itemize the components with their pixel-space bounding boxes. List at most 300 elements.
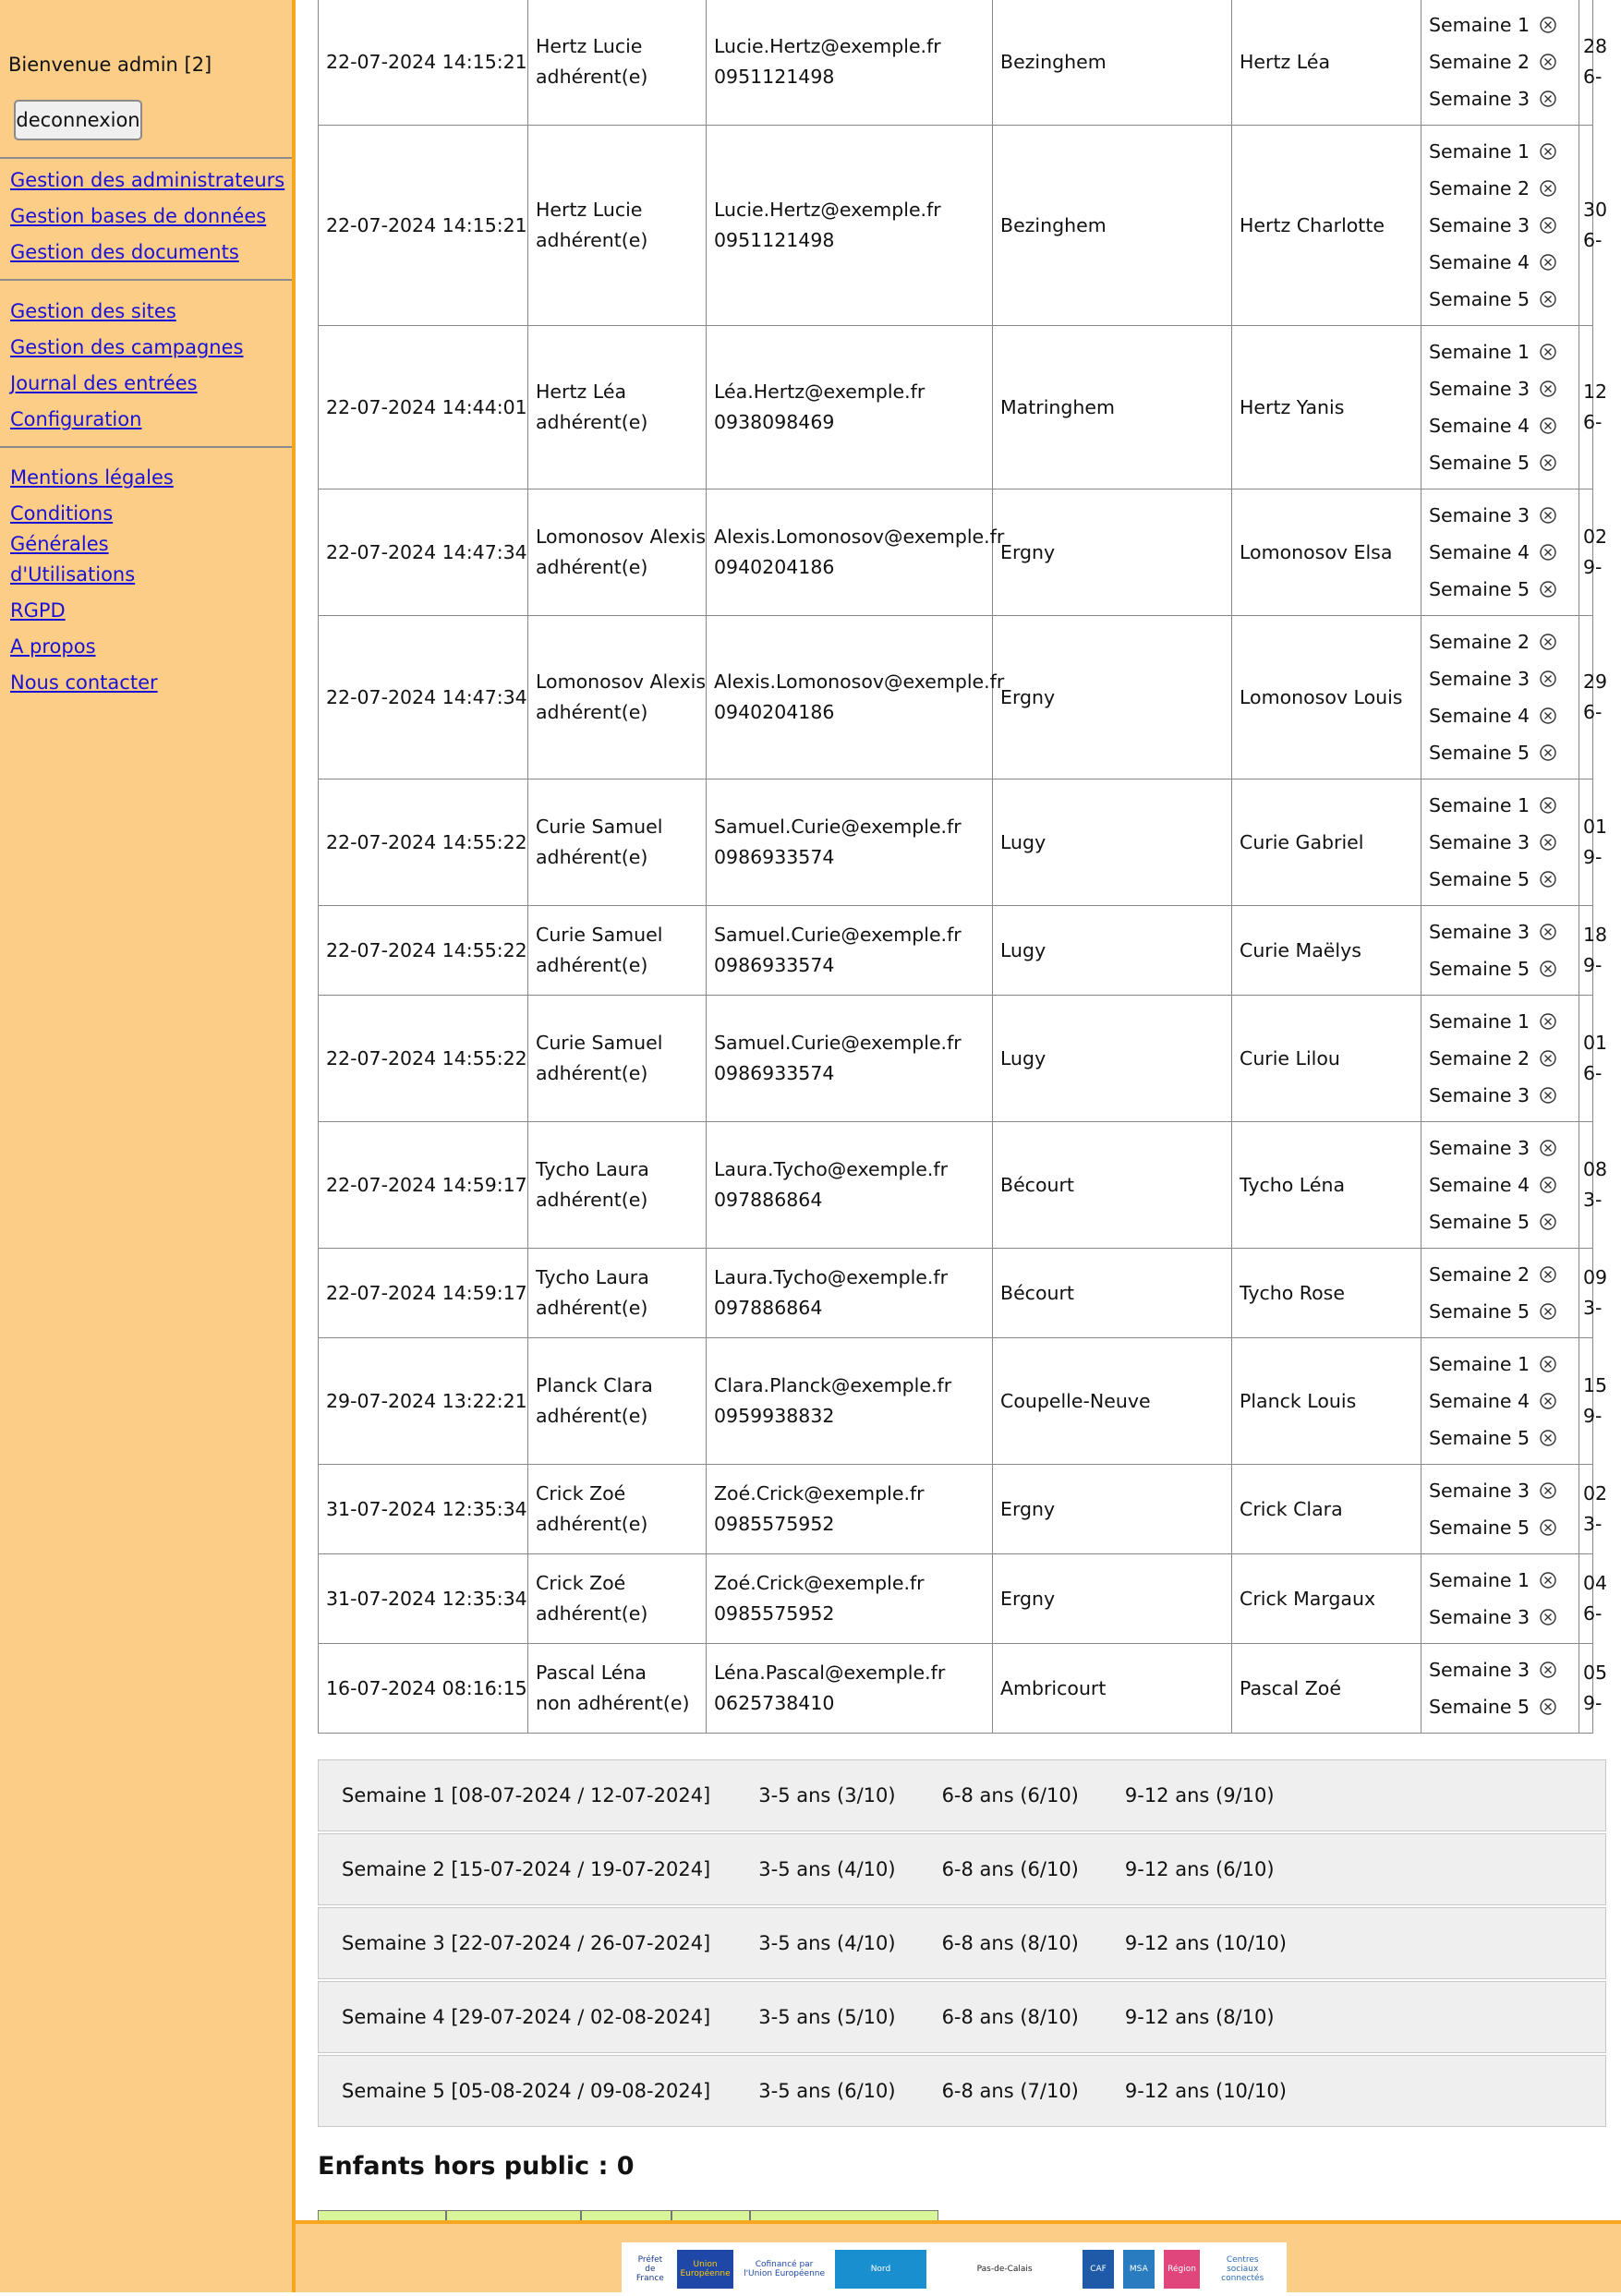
remove-week-icon[interactable]	[1539, 1176, 1557, 1194]
table-row	[319, 779, 1593, 906]
birth-date-fragment: 28	[1583, 35, 1608, 57]
week-item	[1429, 207, 1571, 244]
birth-date-fragment: 29	[1583, 671, 1608, 693]
contact-cell	[707, 489, 1005, 616]
week-label: Semaine 5	[1429, 452, 1530, 474]
birth-date-fragment: 09	[1583, 1266, 1608, 1288]
nav-documents-link[interactable]: Gestion des documents	[10, 241, 239, 263]
age-group-count: 3-5 ans (4/10)	[758, 1932, 896, 1954]
week-label: Semaine 1	[1429, 1010, 1530, 1033]
week-label: Semaine 1	[1429, 140, 1530, 163]
age-group-fragment: 9-	[1583, 556, 1603, 578]
divider	[0, 279, 292, 281]
week-label: Semaine 4	[1429, 1174, 1530, 1196]
nav-databases-link[interactable]: Gestion bases de données	[10, 205, 267, 227]
week-item	[1429, 43, 1571, 80]
parent-name: Planck Clara	[536, 1374, 653, 1396]
nav-campaigns-link[interactable]: Gestion des campagnes	[10, 336, 244, 358]
week-item	[1429, 281, 1571, 318]
remove-week-icon[interactable]	[1539, 380, 1557, 398]
member-status: adhérent(e)	[536, 954, 648, 976]
week-label: Semaine 4	[1429, 1390, 1530, 1412]
email: Laura.Tycho@exemple.fr	[714, 1266, 949, 1288]
week-item	[1429, 1688, 1571, 1725]
nav-configuration-link[interactable]: Configuration	[10, 408, 142, 430]
remove-week-icon[interactable]	[1539, 142, 1557, 161]
extra-cell	[1579, 1122, 1608, 1249]
partner-logo: CAF	[1083, 2250, 1114, 2289]
partner-logo: Région	[1164, 2250, 1201, 2289]
week-item	[1429, 1256, 1571, 1293]
table-row	[319, 326, 1593, 489]
parent-name: Hertz Léa	[536, 381, 627, 403]
age-group-count: 9-12 ans (6/10)	[1124, 1858, 1275, 1880]
phone: 0940204186	[714, 556, 835, 578]
contact-cell	[707, 616, 1005, 779]
remove-week-icon[interactable]	[1539, 216, 1557, 235]
week-item	[1429, 534, 1571, 571]
remove-week-icon[interactable]	[1539, 1086, 1557, 1105]
parent-cell	[528, 616, 707, 779]
week-item	[1429, 1599, 1571, 1636]
week-range: Semaine 2 [15-07-2024 / 19-07-2024]	[342, 1858, 711, 1880]
sidebar	[0, 0, 296, 2292]
week-label: Semaine 2	[1429, 51, 1530, 73]
remove-week-icon[interactable]	[1539, 1139, 1557, 1157]
phone: 0985575952	[714, 1513, 835, 1535]
age-group-fragment: 3-	[1583, 1297, 1603, 1319]
week-label: Semaine 4	[1429, 705, 1530, 727]
week-label: Semaine 5	[1429, 288, 1530, 310]
age-group-count: 3-5 ans (5/10)	[758, 2006, 896, 2028]
remove-week-icon[interactable]	[1539, 1302, 1557, 1321]
email: Zoé.Crick@exemple.fr	[714, 1482, 925, 1504]
week-item	[1429, 787, 1571, 824]
age-group-fragment: 3-	[1583, 1513, 1603, 1535]
email: Samuel.Curie@exemple.fr	[714, 1032, 962, 1054]
week-label: Semaine 3	[1429, 214, 1530, 236]
week-item	[1429, 1040, 1571, 1077]
extra-cell	[1579, 779, 1608, 906]
weeks-cell	[1421, 326, 1579, 489]
remove-week-icon[interactable]	[1539, 670, 1557, 688]
week-item	[1429, 133, 1571, 170]
contact-cell	[707, 1122, 993, 1249]
weeks-cell	[1421, 1554, 1579, 1644]
child-name: Hertz Charlotte	[1232, 126, 1421, 326]
remove-week-icon[interactable]	[1539, 1661, 1557, 1679]
member-status: adhérent(e)	[536, 229, 648, 251]
city: Bécourt	[993, 1249, 1232, 1338]
week-label: Semaine 5	[1429, 1517, 1530, 1539]
week-label: Semaine 1	[1429, 1569, 1530, 1591]
remove-week-icon[interactable]	[1539, 796, 1557, 815]
week-item	[1429, 1293, 1571, 1330]
member-status: adhérent(e)	[536, 1513, 648, 1535]
age-group-fragment: 6-	[1583, 1602, 1603, 1625]
contact-cell	[707, 906, 993, 996]
registrations-table	[318, 0, 1608, 1734]
registration-date: 22-07-2024 14:59:17	[319, 1122, 528, 1249]
age-group-count: 6-8 ans (8/10)	[941, 2006, 1079, 2028]
week-item	[1429, 1562, 1571, 1599]
week-label: Semaine 2	[1429, 631, 1530, 653]
week-item	[1429, 623, 1571, 660]
table-row	[319, 1644, 1593, 1734]
parent-cell	[528, 326, 707, 489]
week-label: Semaine 3	[1429, 1137, 1530, 1159]
city: Ergny	[993, 1465, 1232, 1554]
extra-cell	[1579, 1338, 1608, 1465]
table-row	[319, 906, 1593, 996]
remove-week-icon[interactable]	[1539, 453, 1557, 472]
remove-week-icon[interactable]	[1539, 290, 1557, 308]
extra-cell	[1579, 1554, 1608, 1644]
week-label: Semaine 5	[1429, 1427, 1530, 1449]
week-label: Semaine 4	[1429, 251, 1530, 273]
weeks-cell	[1421, 1465, 1579, 1554]
week-summary-row	[318, 1833, 1606, 1905]
week-label: Semaine 4	[1429, 415, 1530, 437]
birth-date-fragment: 02	[1583, 1482, 1608, 1504]
parent-name: Pascal Léna	[536, 1662, 647, 1684]
email: Samuel.Curie@exemple.fr	[714, 816, 962, 838]
extra-cell	[1579, 326, 1608, 489]
week-item	[1429, 1203, 1571, 1240]
member-status: adhérent(e)	[536, 66, 648, 88]
remove-week-icon[interactable]	[1539, 833, 1557, 852]
week-item	[1429, 6, 1571, 43]
remove-week-icon[interactable]	[1539, 1392, 1557, 1410]
city: Bécourt	[993, 1122, 1232, 1249]
week-label: Semaine 3	[1429, 1606, 1530, 1628]
week-item	[1429, 170, 1571, 207]
remove-week-icon[interactable]	[1539, 1518, 1557, 1537]
member-status: adhérent(e)	[536, 1405, 648, 1427]
remove-week-icon[interactable]	[1539, 707, 1557, 725]
week-label: Semaine 3	[1429, 88, 1530, 110]
weeks-cell	[1421, 1249, 1579, 1338]
week-summary-row	[318, 2055, 1606, 2127]
parent-name: Curie Samuel	[536, 1032, 663, 1054]
remove-week-icon[interactable]	[1539, 870, 1557, 888]
age-group-count: 6-8 ans (7/10)	[941, 2080, 1079, 2102]
weeks-cell	[1421, 906, 1579, 996]
city: Bezinghem	[993, 126, 1232, 326]
main-content	[318, 0, 1606, 2217]
remove-week-icon[interactable]	[1539, 633, 1557, 651]
phone: 0625738410	[714, 1692, 835, 1714]
week-label: Semaine 5	[1429, 958, 1530, 980]
city: Bezinghem	[993, 0, 1232, 126]
email: Léa.Hertz@exemple.fr	[714, 381, 925, 403]
remove-week-icon[interactable]	[1539, 1429, 1557, 1447]
email: Samuel.Curie@exemple.fr	[714, 924, 962, 946]
nav-log-link[interactable]: Journal des entrées	[10, 372, 198, 394]
weeks-cell	[1421, 126, 1579, 326]
remove-week-icon[interactable]	[1539, 960, 1557, 978]
age-group-fragment: 9-	[1583, 1692, 1603, 1714]
week-item	[1429, 824, 1571, 861]
member-status: adhérent(e)	[536, 1297, 648, 1319]
contact-cell	[707, 326, 993, 489]
partner-logo: Nord	[835, 2250, 926, 2289]
footer	[296, 2220, 1621, 2292]
table-row	[319, 1122, 1593, 1249]
birth-date-fragment: 08	[1583, 1158, 1608, 1180]
child-name: Crick Clara	[1232, 1465, 1421, 1554]
member-status: adhérent(e)	[536, 411, 648, 433]
contact-cell	[707, 1644, 993, 1734]
registration-date: 22-07-2024 14:55:22	[319, 996, 528, 1122]
remove-week-icon[interactable]	[1539, 253, 1557, 272]
registration-date: 22-07-2024 14:47:34	[319, 489, 528, 616]
remove-week-icon[interactable]	[1539, 1608, 1557, 1626]
weeks-cell	[1421, 1338, 1579, 1465]
email: Lucie.Hertz@exemple.fr	[714, 35, 941, 57]
parent-cell	[528, 1554, 707, 1644]
parent-cell	[528, 906, 707, 996]
phone: 097886864	[714, 1297, 823, 1319]
weeks-cell	[1421, 0, 1579, 126]
welcome-text: Bienvenue admin [2]	[8, 54, 212, 76]
partner-logo: Pas-de-Calais	[936, 2250, 1073, 2289]
registration-date: 22-07-2024 14:44:01	[319, 326, 528, 489]
city: Lugy	[993, 906, 1232, 996]
week-item	[1429, 913, 1571, 950]
remove-week-icon[interactable]	[1539, 343, 1557, 361]
legal-nav	[0, 463, 212, 704]
week-label: Semaine 2	[1429, 1047, 1530, 1069]
remove-week-icon[interactable]	[1539, 417, 1557, 435]
week-label: Semaine 2	[1429, 1263, 1530, 1286]
remove-week-icon[interactable]	[1539, 90, 1557, 108]
week-label: Semaine 5	[1429, 1211, 1530, 1233]
phone: 0938098469	[714, 411, 835, 433]
phone: 0985575952	[714, 1602, 835, 1625]
remove-week-icon[interactable]	[1539, 1481, 1557, 1500]
city: Ergny	[993, 1554, 1232, 1644]
week-label: Semaine 1	[1429, 1353, 1530, 1375]
age-group-fragment: 6-	[1583, 411, 1603, 433]
city: Ergny	[993, 489, 1232, 616]
weeks-cell	[1421, 489, 1579, 616]
registration-date: 31-07-2024 12:35:34	[319, 1465, 528, 1554]
partner-logo: Préfet de France	[633, 2250, 668, 2289]
city: Matringhem	[993, 326, 1232, 489]
week-item	[1429, 1509, 1571, 1546]
remove-week-icon[interactable]	[1539, 1355, 1557, 1373]
city: Lugy	[993, 779, 1232, 906]
email: Zoé.Crick@exemple.fr	[714, 1572, 925, 1594]
birth-date-fragment: 04	[1583, 1572, 1608, 1594]
member-status: adhérent(e)	[536, 701, 648, 723]
child-name: Hertz Yanis	[1232, 326, 1421, 489]
week-label: Semaine 3	[1429, 504, 1530, 526]
email: Clara.Planck@exemple.fr	[714, 1374, 952, 1396]
week-item	[1429, 1077, 1571, 1114]
admin-nav	[0, 163, 296, 271]
age-group-fragment: 9-	[1583, 1405, 1603, 1427]
week-item	[1429, 1472, 1571, 1509]
week-item	[1429, 444, 1571, 481]
parent-name: Tycho Laura	[536, 1158, 649, 1180]
week-range: Semaine 3 [22-07-2024 / 26-07-2024]	[342, 1932, 711, 1954]
parent-name: Hertz Lucie	[536, 35, 643, 57]
nav-admins-link[interactable]: Gestion des administrateurs	[10, 169, 285, 191]
age-group-count: 3-5 ans (6/10)	[758, 2080, 896, 2102]
remove-week-icon[interactable]	[1539, 1213, 1557, 1231]
week-item	[1429, 734, 1571, 771]
parent-cell	[528, 1465, 707, 1554]
remove-week-icon[interactable]	[1539, 580, 1557, 598]
remove-week-icon[interactable]	[1539, 543, 1557, 562]
age-group-count: 6-8 ans (6/10)	[941, 1784, 1079, 1807]
birth-date-fragment: 02	[1583, 526, 1608, 548]
city: Coupelle-Neuve	[993, 1338, 1232, 1465]
phone: 0940204186	[714, 701, 835, 723]
nav-cgu-link[interactable]: Conditions Générales d'Utilisations	[10, 502, 136, 586]
child-name: Planck Louis	[1232, 1338, 1421, 1465]
table-row	[319, 1249, 1593, 1338]
email: Léna.Pascal@exemple.fr	[714, 1662, 946, 1684]
table-row	[319, 489, 1593, 616]
age-group-count: 9-12 ans (10/10)	[1124, 2080, 1287, 2102]
birth-date-fragment: 30	[1583, 199, 1608, 221]
email: Laura.Tycho@exemple.fr	[714, 1158, 949, 1180]
extra-cell	[1579, 1644, 1608, 1734]
remove-week-icon[interactable]	[1539, 53, 1557, 71]
partner-logo: Centres sociaux connectés	[1209, 2250, 1276, 2289]
age-group-count: 6-8 ans (6/10)	[941, 1858, 1079, 1880]
week-label: Semaine 4	[1429, 541, 1530, 563]
week-summary-row	[318, 1759, 1606, 1831]
week-label: Semaine 5	[1429, 578, 1530, 600]
remove-week-icon[interactable]	[1539, 506, 1557, 525]
birth-date-fragment: 01	[1583, 816, 1608, 838]
contact-cell	[707, 1338, 993, 1465]
week-label: Semaine 3	[1429, 668, 1530, 690]
week-item	[1429, 1130, 1571, 1166]
table-row	[319, 1465, 1593, 1554]
child-name: Curie Lilou	[1232, 996, 1421, 1122]
divider	[0, 157, 292, 159]
age-group-fragment: 9-	[1583, 954, 1603, 976]
parent-name: Lomonosov Alexis	[536, 671, 706, 693]
registration-date: 22-07-2024 14:59:17	[319, 1249, 528, 1338]
child-name: Lomonosov Elsa	[1232, 489, 1421, 616]
week-item	[1429, 1420, 1571, 1456]
registration-date: 31-07-2024 12:35:34	[319, 1554, 528, 1644]
city: Lugy	[993, 996, 1232, 1122]
phone: 0959938832	[714, 1405, 835, 1427]
extra-cell	[1579, 489, 1608, 616]
nav-rgpd-link[interactable]: RGPD	[10, 599, 66, 622]
child-name: Crick Margaux	[1232, 1554, 1421, 1644]
parent-name: Lomonosov Alexis	[536, 526, 706, 548]
remove-week-icon[interactable]	[1539, 16, 1557, 34]
extra-cell	[1579, 0, 1608, 126]
week-summary	[318, 1759, 1606, 2129]
nav-about-link[interactable]: A propos	[10, 635, 96, 658]
week-item	[1429, 1346, 1571, 1383]
week-range: Semaine 1 [08-07-2024 / 12-07-2024]	[342, 1784, 711, 1807]
week-item	[1429, 370, 1571, 407]
child-name: Hertz Léa	[1232, 0, 1421, 126]
age-group-fragment: 6-	[1583, 229, 1603, 251]
age-group-fragment: 6-	[1583, 701, 1603, 723]
remove-week-icon[interactable]	[1539, 1265, 1557, 1284]
weeks-cell	[1421, 1644, 1579, 1734]
week-item	[1429, 660, 1571, 697]
nav-sites-link[interactable]: Gestion des sites	[10, 300, 176, 322]
logout-button[interactable]: deconnexion	[14, 100, 142, 140]
extra-cell	[1579, 616, 1608, 779]
week-item	[1429, 333, 1571, 370]
member-status: adhérent(e)	[536, 1062, 648, 1084]
week-label: Semaine 1	[1429, 794, 1530, 816]
member-status: non adhérent(e)	[536, 1692, 690, 1714]
parent-name: Crick Zoé	[536, 1572, 626, 1594]
week-label: Semaine 1	[1429, 14, 1530, 36]
phone: 097886864	[714, 1189, 823, 1211]
age-group-count: 9-12 ans (8/10)	[1124, 2006, 1275, 2028]
child-name: Tycho Léna	[1232, 1122, 1421, 1249]
parent-cell	[528, 1122, 707, 1249]
birth-date-fragment: 01	[1583, 1032, 1608, 1054]
remove-week-icon[interactable]	[1539, 743, 1557, 762]
age-group-fragment: 6-	[1583, 66, 1603, 88]
parent-name: Hertz Lucie	[536, 199, 643, 221]
week-item	[1429, 1003, 1571, 1040]
extra-cell	[1579, 1465, 1608, 1554]
birth-date-fragment: 05	[1583, 1662, 1608, 1684]
phone: 0951121498	[714, 66, 835, 88]
birth-date-fragment: 18	[1583, 924, 1608, 946]
nav-contact-link[interactable]: Nous contacter	[10, 671, 158, 694]
age-group-fragment: 9-	[1583, 846, 1603, 868]
nav-legal-link[interactable]: Mentions légales	[10, 466, 174, 489]
week-label: Semaine 5	[1429, 868, 1530, 890]
phone: 0986933574	[714, 954, 835, 976]
week-item	[1429, 1651, 1571, 1688]
week-item	[1429, 407, 1571, 444]
city: Ergny	[993, 616, 1232, 779]
age-group-count: 3-5 ans (4/10)	[758, 1858, 896, 1880]
extra-cell	[1579, 1249, 1608, 1338]
table-row	[319, 1338, 1593, 1465]
parent-cell	[528, 0, 707, 126]
week-label: Semaine 3	[1429, 1480, 1530, 1502]
registration-date: 22-07-2024 14:55:22	[319, 779, 528, 906]
remove-week-icon[interactable]	[1539, 1049, 1557, 1068]
remove-week-icon[interactable]	[1539, 1012, 1557, 1031]
age-group-fragment: 3-	[1583, 1189, 1603, 1211]
remove-week-icon[interactable]	[1539, 1698, 1557, 1716]
remove-week-icon[interactable]	[1539, 923, 1557, 941]
week-label: Semaine 3	[1429, 378, 1530, 400]
remove-week-icon[interactable]	[1539, 1571, 1557, 1589]
registration-date: 22-07-2024 14:15:21	[319, 126, 528, 326]
contact-cell	[707, 996, 993, 1122]
remove-week-icon[interactable]	[1539, 179, 1557, 198]
email: Alexis.Lomonosov@exemple.fr	[714, 526, 1005, 548]
registration-date: 22-07-2024 14:47:34	[319, 616, 528, 779]
birth-date-fragment: 15	[1583, 1374, 1608, 1396]
phone: 0986933574	[714, 1062, 835, 1084]
table-row	[319, 1554, 1593, 1644]
week-item	[1429, 1166, 1571, 1203]
